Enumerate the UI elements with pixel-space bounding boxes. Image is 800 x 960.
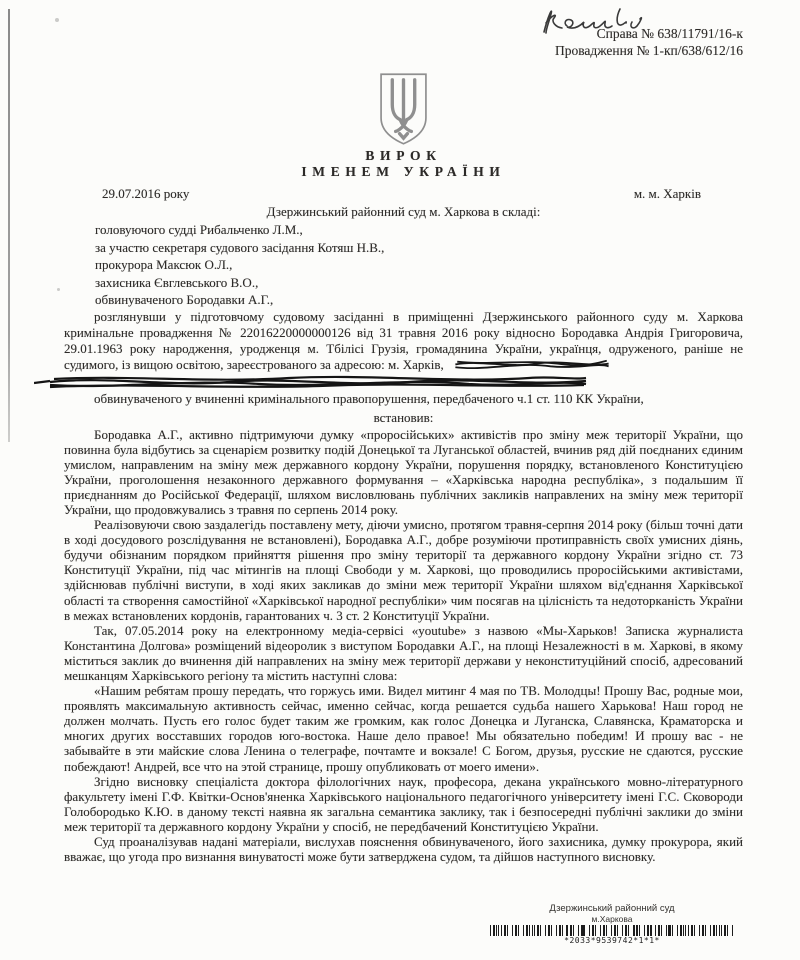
court-composition-list [95, 221, 743, 309]
composition-accused: обвинуваченого Бородавки А.Г., [95, 292, 274, 307]
finding-paragraph-3: Так, 07.05.2014 року на електронному медіа-сервісі «youtube» з назвою «Мы-Харьков! Записка журналиста Константина Долгова» розміщений відеоролик з виступом Бородавки А.Г., на площі Незалежності в м. Харкові, в якому міститься заклик до вчинення дій направлених на зміну меж території держави у неконституційний спосіб, адресований мешканцям Харківського регіону та містить наступні слова: [64, 622, 743, 683]
court-stamp [486, 903, 738, 945]
quote-paragraph: «Нашим ребятам прошу передать, что горжусь ими. Видел митинг 4 мая по ТВ. Молодцы! Прошу Вас, родные мои, проявлять максимальную активность сейчас, именно сейчас, когда решается судьба нашего Харькова! Наш город не должен молчать. Пусть его голос будет таким же громким, как голос Донецка и Луганска, Славянска, Краматорска и многих других восставших городов юго-востока. Наше дело правое! Мы обязательно победим! И прошу вас - не забывайте в эти майские слова Ленина о телеграфе, почтамте и вокзале! С Богом, друзья, русские не сдаются, русские побеждают! Андрей, все что на этой странице, прошу опубликовать от моего имени». [64, 683, 743, 774]
scan-edge-artifact [8, 9, 10, 442]
verdict-subtitle: ІМЕНЕМ УКРАЇНИ [301, 163, 506, 179]
composition-judge: головуючого судді Рибальченко Л.М., [95, 222, 303, 237]
scan-speck [57, 288, 60, 291]
court-analysis-paragraph: Суд проаналізував надані матеріали, вислухав пояснення обвинуваченого, його захисника, думку прокурора, який вважає, що угода про визнання винуватості може бути затверджена судом, та дійшов наступного висновку. [64, 834, 743, 865]
ukraine-trident-emblem-icon [64, 72, 743, 148]
date-row [64, 186, 743, 202]
handwritten-note-kopiya [536, 2, 654, 36]
barcode-number: *2033*9539742*1*1* [564, 936, 660, 945]
redaction-scribble-line [34, 374, 594, 390]
court-name-line: Дзержинський районний суд м. Харкова в складі: [266, 204, 541, 219]
finding-paragraph-2: Реалізовуючи свою заздалегідь поставлену мету, діючи умисно, протягом травня-серпня 2014 року (більш точні дати в ході досудового розслідування не встановлені), Бородавка А.Г., добре розуміючи протиправність своїх умисних діянь, будучи обізнаним порядком прийняття рішення про зміну території та державного кордону України згідно ст. 73 Конституції України, під час мітингів на площі Свободи у м. Харкові, що проводились проросійськими активістами, здійснював публічні виступи, в ході яких закликав до зміни меж території України шляхом від'єднання Харківської області та створення самостійної «Харківської народної республіки» чим посягав на цілісність та недоторканість України в межах встановлених кордонів, гарантованих ч. 3 ст. 2 Конституції України. [64, 517, 743, 623]
finding-paragraph-1: Бородавка А.Г., активно підтримуючи думку «проросійських» активістів про зміну меж території України, що повинна була відбутись за сценарієм розвитку подій Донецької та Луганської областей, вчинив ряд дій поєднаних єдиним умислом, направленим на зміну меж державного кордону України, порушення порядку, встановленого Конституцією України, проголошення незаконного державного формування – «Харківська народна республіка», з подальшим її приєднанням до Російської Федерації, шляхом висловлювань публічних закликів направлених на зміну меж території України, що продовжувались з травня по серпень 2014 року. [64, 426, 743, 517]
case-description-text: розглянувши у підготовчому судовому засіданні в приміщенні Дзержинського районного суду м. Харкова кримінальне провадження № 22016220000000126 від 31 травня 2016 року відносно Бородавка Андрія Григоровича, 29.01.1963 року народження, уродженця м. Тбілісі Грузія, громадянина України, українця, одруженого, раніше не судимого, із вищою освітою, зареєстрованого за адресою: м. Харків, [64, 308, 743, 372]
redaction-scribble-inline [447, 358, 617, 370]
verdict-title: ВИРОК [365, 148, 442, 163]
verdict-date: 29.07.2016 року [102, 186, 190, 201]
stamp-city: м.Харкова [591, 914, 633, 924]
case-number: Справа № 638/11791/16-к [596, 26, 743, 41]
composition-prosecutor: прокурора Максюк О.Л., [95, 257, 233, 272]
composition-defender: захисника Євглевського В.О., [95, 274, 259, 290]
case-description-paragraph [64, 309, 743, 373]
charge-paragraph: обвинуваченого у вчиненні кримінального правопорушення, передбаченого ч.1 ст. 110 КК України, [94, 390, 644, 406]
established-label: встановив: [373, 409, 434, 425]
verdict-city: м. м. Харків [633, 186, 701, 201]
composition-secretary: за участю секретаря судового засідання Котяш Н.В., [95, 239, 385, 255]
expert-conclusion-paragraph: Згідно висновку спеціаліста доктора філологічних наук, професора, декана українського мовно-літературного факультету імені Г.Ф. Квітки-Основ'яненка Харківського національного педагогічного університету імені Г.С. Сковороди Голобородько К.Ю. в даному тексті наявна як загальна семантика заклику, так і безпосередні публічні заклики до зміни меж території та державного кордону України у спосіб, не передбачений Конституцією України. [64, 773, 743, 834]
proceeding-number: Провадження № 1-кп/638/612/16 [554, 42, 743, 58]
scan-speck [55, 18, 59, 22]
barcode [490, 925, 734, 936]
stamp-court-name: Дзержинський районний суд [549, 903, 675, 914]
